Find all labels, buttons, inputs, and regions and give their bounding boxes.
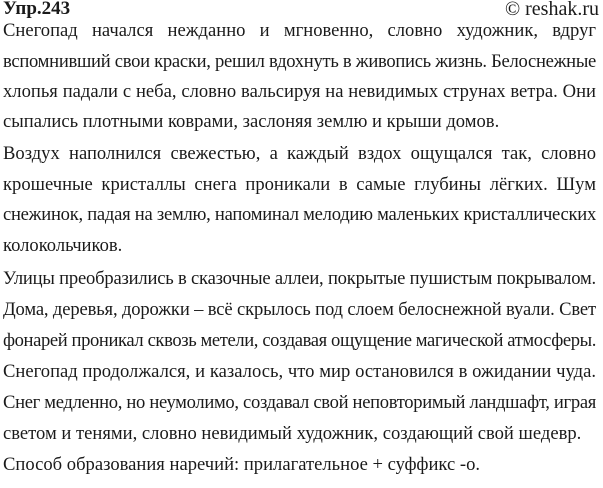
text-line-content: Воздух наполнился свежестью, а каждый вздох ощущался так, словно: [3, 143, 596, 164]
text-line: [3, 454, 597, 476]
text-line-content: фонарей проникал сквозь метели, создавая ощущение магической атмосферы.: [3, 330, 596, 351]
text-line: [3, 204, 597, 226]
text-line: [3, 392, 597, 414]
watermark: © reshak.ru: [504, 0, 599, 20]
text-line: [3, 268, 597, 290]
exercise-title: Упр.243: [3, 0, 71, 19]
text-line: [3, 423, 597, 445]
text-line: [3, 111, 597, 133]
text-line: [3, 174, 597, 196]
text-line-content: Снегопад начался нежданно и мгновенно, словно художник, вдруг: [3, 20, 596, 41]
text-line: [3, 51, 597, 73]
text-line-content: Дома, деревья, дорожки – всё скрылось под слоем белоснежной вуали. Свет: [3, 299, 596, 320]
text-line-content: Снег медленно, но неумолимо, создавал свой неповторимый ландшафт, играя: [3, 392, 596, 413]
text-line-content: Улицы преобразились в сказочные аллеи, покрытые пушистым покрывалом.: [3, 268, 596, 289]
text-line: [3, 299, 597, 321]
text-line: [3, 81, 597, 103]
text-line: [3, 235, 597, 257]
text-line-content: хлопья падали с неба, словно вальсируя на невидимых струнах ветра. Они: [3, 81, 596, 102]
header: [3, 0, 599, 22]
text-line: [3, 361, 597, 383]
text-line-content: Снегопад продолжался, и казалось, что мир остановился в ожидании чуда.: [3, 361, 596, 382]
text-line: [3, 330, 597, 352]
text-line: [3, 20, 597, 42]
text-line-content: светом и тенями, словно невидимый художник, создающий свой шедевр.: [3, 423, 582, 444]
text-line-content: сыпались плотными коврами, заслоняя землю и крыши домов.: [3, 111, 500, 132]
text-line-content: вспомнивший свои краски, решил вдохнуть в живопись жизнь. Белоснежные: [3, 51, 596, 72]
text-line-content: снежинок, падая на землю, напоминал мелодию маленьких кристаллических: [3, 204, 596, 225]
text-line: [3, 143, 597, 165]
text-line-content: колокольчиков.: [3, 235, 123, 256]
text-line-content: Способ образования наречий: прилагательное + суффикс -о.: [3, 454, 481, 475]
text-line-content: крошечные кристаллы снега проникали в самые глубины лёгких. Шум: [3, 174, 596, 195]
